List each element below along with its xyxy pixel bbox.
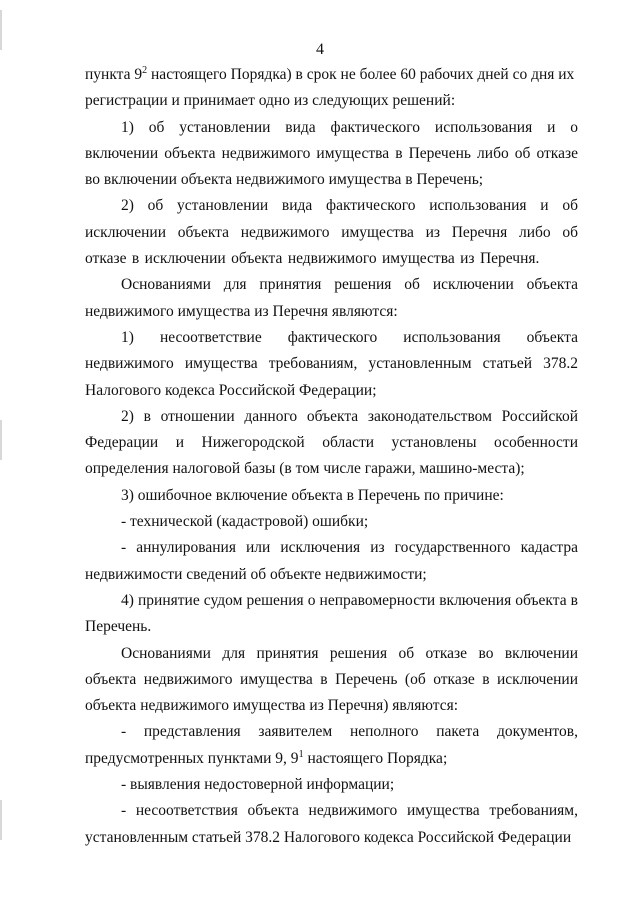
- text-line: 1) несоответствие фактического использования объекта: [121, 328, 578, 346]
- refusal-grounds-intro: Основаниями для принятия решения об отказе во включении объекта недвижимого имущества в Перечень (об отказе в исключении объекта недвижимого имущества из Перечня) являются:: [85, 644, 578, 715]
- document-body: [85, 62, 578, 851]
- superscript: 1: [298, 748, 304, 760]
- exclusion-ground-3: 3) ошибочное включение объекта в Перечень по причине:: [121, 486, 504, 504]
- text-line: пункта $9^2$ настоящего Порядка) в срок не более 60 рабочих дней со дня их: [85, 64, 575, 83]
- exclusion-ground-4: 4) принятие судом решения о неправомерности включения объекта в Перечень.: [85, 591, 578, 636]
- scan-edge-mark: [0, 420, 2, 460]
- paragraph-continuation: [85, 62, 578, 115]
- scan-edge-mark: [0, 800, 2, 840]
- decision-item-2: 2) об установлении вида фактического использования и об исключении объекта недвижимого имущества из Перечня либо об отказе в исключении объекта недвижимого имущества из Перечня.: [85, 197, 578, 268]
- refusal-ground-nonconformity: - несоответствия объекта недвижимого имущества требованиям, установленным статьей 378.2 Налогового кодекса Российской Федерации: [85, 802, 578, 846]
- exclusion-ground-1: 1) несоответствие фактического использования объекта недвижимого имущества требованиям, установленным статьей 378.2 Налогового кодекса Российской Федерации;: [85, 325, 578, 404]
- refusal-ground-incomplete-documents: [85, 719, 578, 772]
- refusal-ground-false-information: - выявления недостоверной информации;: [121, 776, 395, 794]
- exclusion-grounds-intro: Основаниями для принятия решения об исключении объекта недвижимого имущества из Перечня являются:: [85, 276, 578, 320]
- superscript: 2: [142, 64, 148, 76]
- text-line: регистрации и принимает одно из следующих решений:: [85, 92, 456, 110]
- text-line: - представления заявителем неполного пакета документов,: [121, 723, 578, 741]
- exclusion-reason-annulment: - аннулирования или исключения из государственного кадастра недвижимости сведений об объекте недвижимости;: [85, 539, 578, 583]
- exclusion-ground-2: 2) в отношении данного объекта законодательством Российской Федерации и Нижегородской области установлены особенности определения налоговой базы (в том числе гаражи, машино-места);: [85, 407, 578, 478]
- page-number: 4: [316, 41, 324, 58]
- exclusion-reason-technical-error: - технической (кадастровой) ошибки;: [121, 513, 369, 531]
- decision-item-1: 1) об установлении вида фактического использования и о включении объекта недвижимого имущества в Перечень либо об отказе во включении объекта недвижимого имущества в Перечень;: [85, 118, 578, 189]
- text-line: предусмотренных пунктами 9, $9^1$ настоящего Порядка;: [85, 748, 448, 767]
